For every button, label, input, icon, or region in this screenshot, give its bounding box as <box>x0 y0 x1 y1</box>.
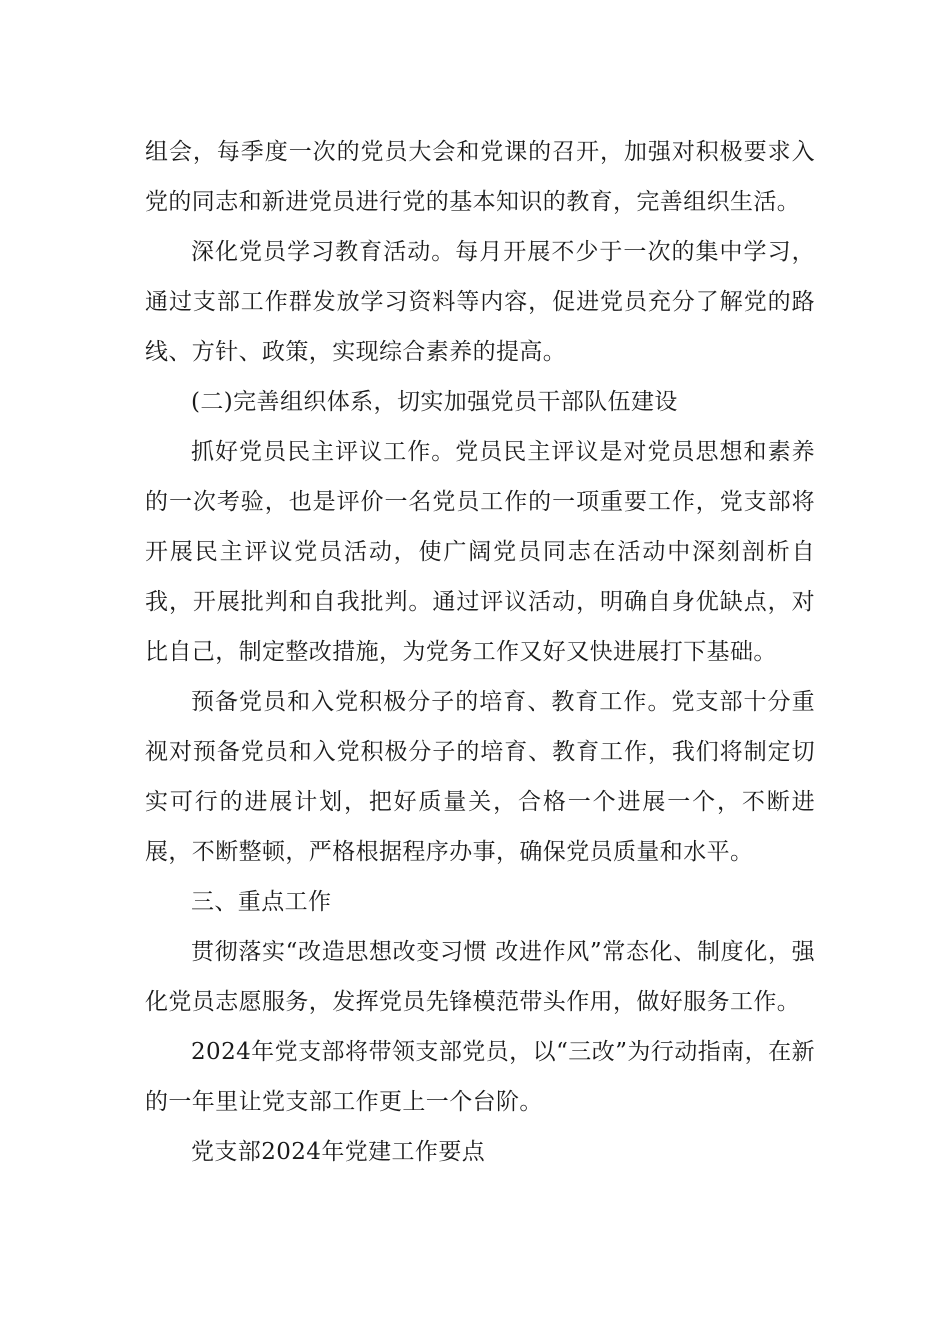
paragraph-implementation: 贯彻落实“改造思想改变习惯 改进作风”常态化、制度化，强化党员志愿服务，发挥党员先锋模范带头作用，做好服务工作。 <box>145 939 815 1015</box>
paragraph-continuation: 组会，每季度一次的党员大会和党课的召开，加强对积极要求入党的同志和新进党员进行党的基本知识的教育，完善组织生活。 <box>145 139 815 215</box>
paragraph-democratic-review: 抓好党员民主评议工作。党员民主评议是对党员思想和素养的一次考验，也是评价一名党员工作的一项重要工作，党支部将开展民主评议党员活动，使广阔党员同志在活动中深刻剖析自我，开展批判和自我批判。通过评议活动，明确自身优缺点，对比自己，制定整改措施，为党务工作又好又快进展打下基础。 <box>145 439 815 665</box>
paragraph-2024-outlook: 2024年党支部将带领支部党员，以“三改”为行动指南，在新的一年里让党支部工作更上一个台阶。 <box>145 1039 815 1115</box>
section-heading-key-work: 三、重点工作 <box>191 889 332 915</box>
document-title-next: 党支部2024年党建工作要点 <box>191 1139 486 1165</box>
paragraph-study-education: 深化党员学习教育活动。每月开展不少于一次的集中学习，通过支部工作群发放学习资料等内容，促进党员充分了解党的路线、方针、政策，实现综合素养的提高。 <box>145 239 815 365</box>
paragraph-probationary-members: 预备党员和入党积极分子的培育、教育工作。党支部十分重视对预备党员和入党积极分子的培育、教育工作，我们将制定切实可行的进展计划，把好质量关，合格一个进展一个，不断进展，不断整顿，严格根据程序办事，确保党员质量和水平。 <box>145 689 815 865</box>
document-body <box>145 127 815 1177</box>
section-heading-organization: (二)完善组织体系，切实加强党员干部队伍建设 <box>191 389 678 415</box>
